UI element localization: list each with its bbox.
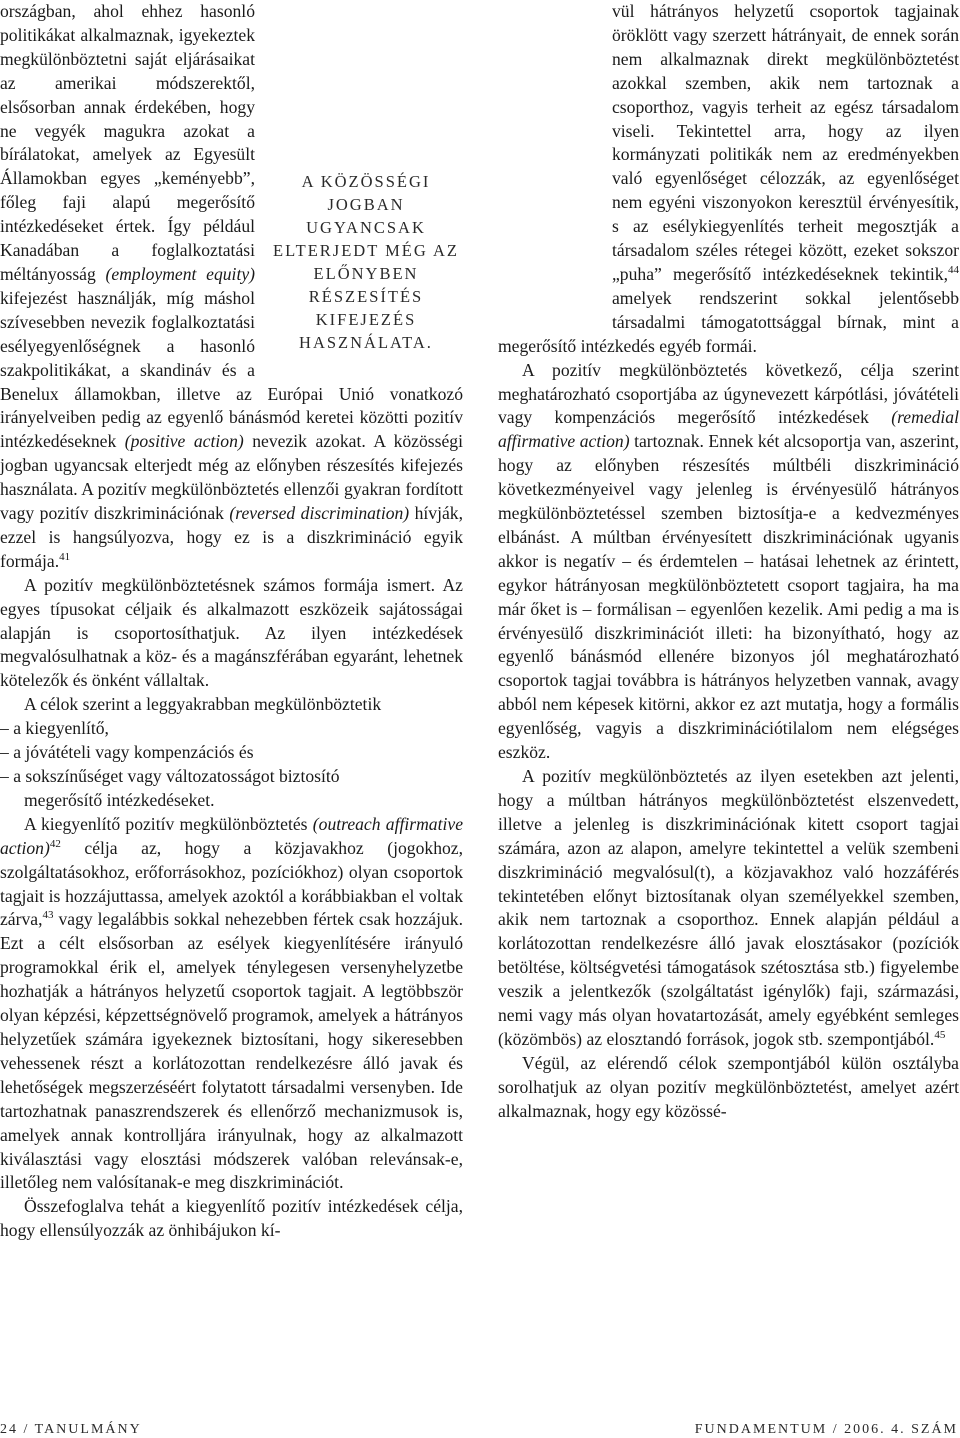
footnote-ref[interactable]: 44: [948, 264, 959, 277]
paragraph: [0, 813, 463, 1196]
text: vül hátrányos helyzetű csoportok tagjainak öröklött vagy szerzett hátrányait, de ennek során nem alkalmaznak direkt megkülönböztetést azokkal szemben, akik nem tartoznak a csoporthoz, vagyis terheit az egész társadalom viseli. Tekintettel arra, hogy az ilyen kormányzati politikák nem az eredményekben való egyenlőséget célozzák, az egyenlőséget nem egyéni viszonyokon keresztül érvényesítik, s az esélykiegyenlítés terheit megosztják a társadalom széles rétegei között, ezeket sokszor „puha” megerősítő intézkedéseknek tekintik,: [612, 1, 959, 284]
list-item: – a jóvátételi vagy kompenzációs és: [0, 742, 254, 763]
pull-quote-gap: [498, 143, 612, 333]
paragraph: A célok szerint a leggyakrabban megkülönböztetik: [24, 694, 382, 715]
list-item: – a kiegyenlítő,: [0, 718, 109, 739]
footnote-ref[interactable]: 45: [934, 1029, 946, 1042]
text: országban, ahol ehhez hasonló politikákat alkalmaznak, igyekeztek megkülönböztetni saját eljárásaikat az amerikai módszerektől, elsősorban annak érdekében, hogy ne vegyék magukra azokat a bírálatokat, amelyek az Egyesült Államokban egyes „keményebb”, főleg faji alapú megerősítő intézkedéseket értek. Így például Kanadában a foglalkoztatási méltányosság: [0, 1, 255, 284]
paragraph: Összefoglalva tehát a kiegyenlítő pozitív intézkedések célja, hogy ellensúlyozzák az önhibájukon kí-: [0, 1196, 463, 1241]
text: nevezik azokat. A közösségi jogban ugyancsak elterjedt még az előnyben részesítés kifejezés használata. A pozitív megkülönböztetés ellenzői gyakran fordított vagy pozitív diszkriminációnak: [0, 431, 463, 524]
paragraph: [498, 765, 959, 1052]
right-column: [498, 0, 959, 1124]
paragraph: Végül, az elérendő célok szempontjából külön osztályba sorolhatjuk az olyan pozitív megkülönböztetést, amelyet azért alkalmaznak, hogy egy közössé-: [498, 1052, 959, 1121]
list-item: – a sokszínűséget vagy változatosságot biztosító: [0, 766, 340, 786]
italic-term: (employment equity): [105, 263, 255, 284]
list-item-continuation: megerősítő intézkedéseket.: [24, 789, 215, 810]
pull-quote: [269, 170, 463, 354]
footnote-ref[interactable]: 42: [49, 837, 61, 850]
left-column: [0, 0, 463, 1243]
footer-journal-issue: FUNDAMENTUM / 2006. 4. SZÁM: [694, 1422, 958, 1437]
text: A pozitív megkülönböztetés következő, célja szerint meghatározható csoportjába az úgynevezett kárpótlási, jóvátételi vagy kompenzációs megerősítő intézkedések: [498, 359, 959, 428]
italic-term: (remedial affirmative action): [498, 407, 959, 452]
text: A kiegyenlítő pozitív megkülönböztetés: [24, 813, 313, 834]
footnote-ref[interactable]: 41: [59, 550, 71, 563]
text: hívják, ezzel is hangsúlyozva, hogy ez is a diszkrimináció egyik formája.: [0, 503, 463, 571]
text: célja az, hogy a közjavakhoz (jogokhoz, szolgáltatásokhoz, erőforrásokhoz, pozíciókhoz) olyan csoportok tagjait is hozzájuttassa, amelyek azoktól a korábbiakban el voltak zárva,: [0, 837, 463, 930]
text: amelyek rendszerint sokkal jelentősebb társadalmi támogatottsággal bírnak, mint a megerősítő intézkedés egyéb formái.: [498, 287, 959, 356]
text: A pozitív megkülönböztetés az ilyen esetekben azt jelenti, hogy a múltban hátrányos megkülönböztetést elszenvedett, illetve a jelenleg is diszkriminációnak kitett csoport tagjai számára, azon az alapon, amelyre tekintettel a velük szembeni diszkrimináció megvalósul(t), a közjavakhoz való hozzáférés tekintetében előnyt biztosítanak olyan személyekkel szemben, akik nem tartoznak a csoporthoz. Ennek alapján például a korlátozottan rendelkezésre álló javak elosztásakor (pozíciók betöltése, költségvetési támogatások szétosztása stb.) figyelembe veszik a jelentkezők (szolgáltatást igénylők) faji, származási, nemi vagy más olyan hovatartozását, amely egyébként semleges (közömbös) az elosztandó források, jogok stb. szempontjából.: [498, 766, 959, 1049]
text: vagy legalábbis sokkal nehezebben fértek csak hozzájuk. Ezt a célt elsősorban az esélyek kiegyenlítésére irányuló programokkal érik el, amelyek ténylegesen versenyhelyzetbe hozhatják a hátrányos helyzetű csoportok tagjait. A legtöbbször olyan képzési, képzettségnövelő programok, amelyek a hátrányos helyzetűek számára igyekeznek biztosítani, hogy sikeresebben vehessenek részt a korlátozottan rendelkezésre álló javak és lehetőségek megszerzéséért folytatott társadalmi versenyben. Ide tartozhatnak panaszrendszerek és ellenőrző mechanizmusok is, amelyek annak kontrolljára irányulnak, hogy az alkalmazott kiválasztási vagy elosztási módszerek valóban relevánsak-e, illetőleg nem valósítanak-e meg diszkriminációt.: [0, 909, 463, 1193]
italic-term: (outreach affirmative action): [0, 813, 464, 858]
footer-page-section: 24 / TANULMÁNY: [0, 1422, 142, 1437]
footnote-ref[interactable]: 43: [42, 909, 54, 922]
italic-term: (reversed discrimination): [229, 503, 410, 524]
paragraph: A pozitív megkülönböztetésnek számos formája ismert. Az egyes típusokat céljaik és alkalmazott eszközeik sajátosságai alapján is csoportosíthatjuk. Az ilyen intézkedések megvalósulhatnak a köz- és a magánszférában egyaránt, lehetnek kötelezők és önként vállaltak.: [0, 574, 463, 691]
text: tartoznak. Ennek két alcsoportja van, aszerint, hogy az előnyben részesítés múltbéli diszkrimináció következményeivel vagy jelenleg is érvényesülő hátrányos megkülönböztetéssel szemben biztosítja-e a kedvezményes elbánást. A múltban érvényesített diszkriminációnak ugyanis akkor is negatív – és érdemtelen – hatásai lehetnek az érintett, egykor hátrányosan megkülönböztetett csoport tagjaira, ha ma már őket is – formálisan – egyenlően kezelik. Ami pedig a ma is érvényesülő diszkriminációt illeti: ha bizonyítható, hogy az egyenlő bánásmód ellenére bizonyos jól meghatározható csoportok tagjai továbbra is hátrányos helyzetben vannak, avagy abból nem képesek kitörni, akkor ez azt mutatja, hogy a formális egyenlőség, vagyis a diszkriminációtilalom nem elégséges eszköz.: [498, 431, 959, 763]
pull-quote-text: A KÖZÖSSÉGI JOGBAN UGYANCSAK ELTERJEDT MÉG AZ ELŐNYBEN RÉSZESÍTÉS KIFEJEZÉS HASZNÁLATA.: [272, 172, 459, 352]
text: kifejezést használják, míg máshol szívesebben nevezik foglalkoztatási esélyegyenlőségnek a hasonló szakpolitikákat, a skandináv és a Benelux államokban, illetve az Európai Unió vonatkozó irányelveiben pedig az egyenlő bánásmód keretei közötti pozitív intézkedéseknek: [0, 287, 463, 452]
italic-term: (positive action): [124, 431, 244, 452]
paragraph: [498, 359, 959, 765]
